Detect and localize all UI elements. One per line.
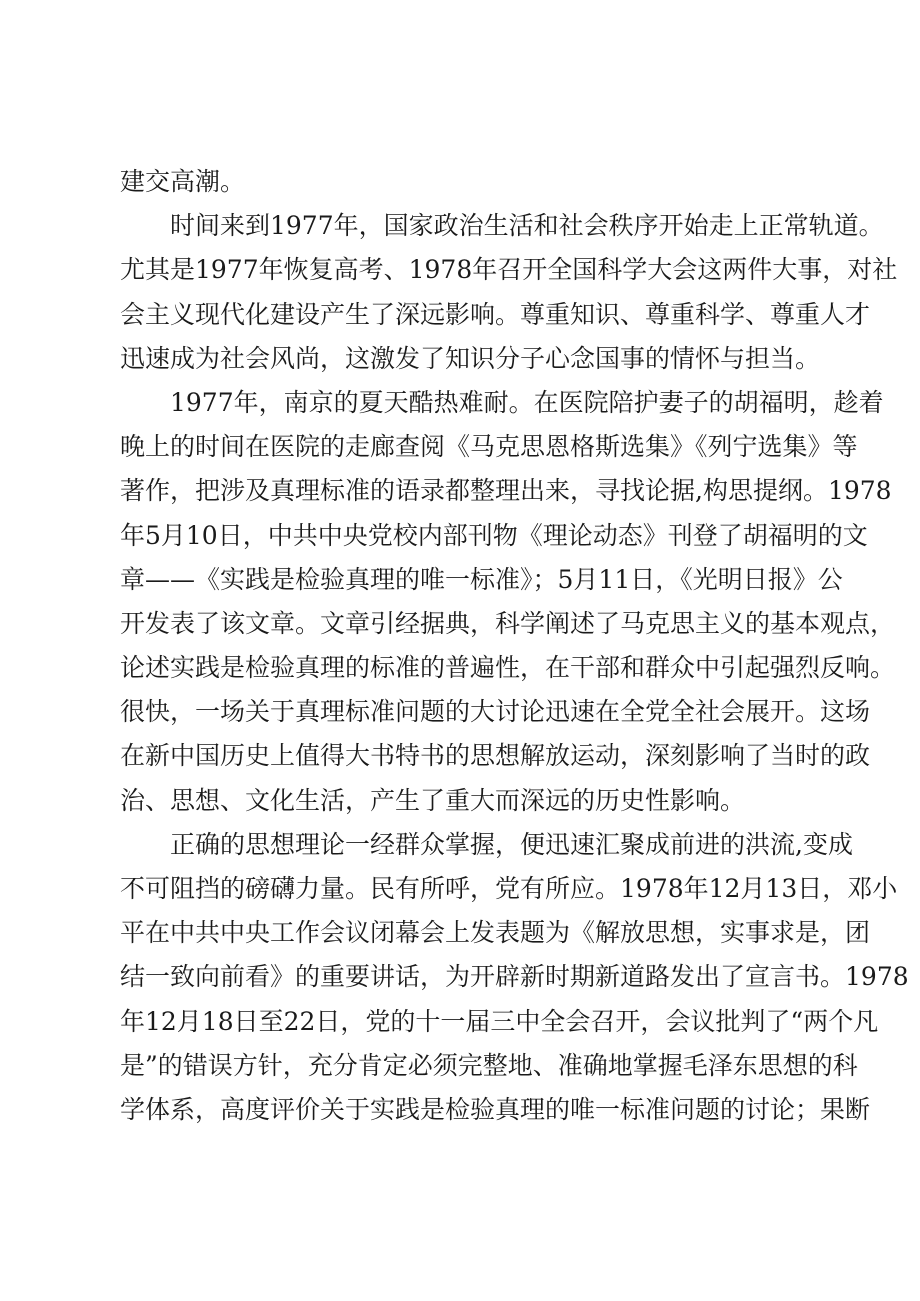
paragraph-3-line-7: 论述实践是检验真理的标准的普遍性，在干部和群众中引起强烈反响。 <box>120 653 896 683</box>
paragraph-4-line-5: 年12月18日至22日，党的十一届三中全会召开，会议批判了“两个凡 <box>120 1006 879 1036</box>
paragraph-3-line-1: 1977年，南京的夏天酷热难耐。在医院陪护妻子的胡福明，趁着 <box>170 387 884 417</box>
paragraph-4-line-7: 学体系，高度评价关于实践是检验真理的唯一标准问题的讨论；果断 <box>120 1094 871 1124</box>
paragraph-2-line-1: 时间来到1977年，国家政治生活和社会秩序开始走上正常轨道。 <box>170 211 884 241</box>
paragraph-4-line-6: 是”的错误方针，充分肯定必须完整地、准确地掌握毛泽东思想的科 <box>120 1050 858 1080</box>
paragraph-4-line-4: 结一致向前看》的重要讲话，为开辟新时期新道路发出了宣言书。1978 <box>120 962 909 992</box>
paragraph-3-line-3: 著作，把涉及真理标准的语录都整理出来，寻找论据,构思提纲。1978 <box>120 476 892 506</box>
paragraph-4-line-2: 不可阻挡的磅礴力量。民有所呼，党有所应。1978年12月13日，邓小 <box>120 874 898 903</box>
paragraph-3-line-2: 晚上的时间在医院的走廊查阅《马克思恩格斯选集》《列宁选集》等 <box>120 432 858 462</box>
paragraph-3-line-9: 在新中国历史上值得大书特书的思想解放运动，深刻影响了当时的政 <box>120 741 871 771</box>
document-body <box>120 160 909 1132</box>
paragraph-2-line-3: 会主义现代化建设产生了深远影响。尊重知识、尊重科学、尊重人才 <box>120 299 871 329</box>
paragraph-3-line-5: 章——《实践是检验真理的唯一标准》；5月11日，《光明日报》公 <box>120 564 843 594</box>
paragraph-2-line-2: 尤其是1977年恢复高考、1978年召开全国科学大会这两件大事，对社 <box>120 255 898 285</box>
paragraph-1-line-1: 建交高潮。 <box>120 167 246 196</box>
paragraph-3-line-6: 开发表了该文章。文章引经据典，科学阐述了马克思主义的基本观点， <box>120 608 896 638</box>
paragraph-4-line-1: 正确的思想理论一经群众掌握，便迅速汇聚成前进的洪流,变成 <box>170 829 853 859</box>
paragraph-3-line-10: 治、思想、文化生活，产生了重大而深远的历史性影响。 <box>120 785 746 815</box>
paragraph-3-line-8: 很快，一场关于真理标准问题的大讨论迅速在全党全社会展开。这场 <box>120 697 871 727</box>
paragraph-2-line-4: 迅速成为社会风尚，这激发了知识分子心念国事的情怀与担当。 <box>120 343 821 373</box>
paragraph-4-line-3: 平在中共中央工作会议闭幕会上发表题为《解放思想，实事求是，团 <box>120 918 871 948</box>
paragraph-3-line-4: 年5月10日，中共中央党校内部刊物《理论动态》刊登了胡福明的文 <box>120 520 868 550</box>
